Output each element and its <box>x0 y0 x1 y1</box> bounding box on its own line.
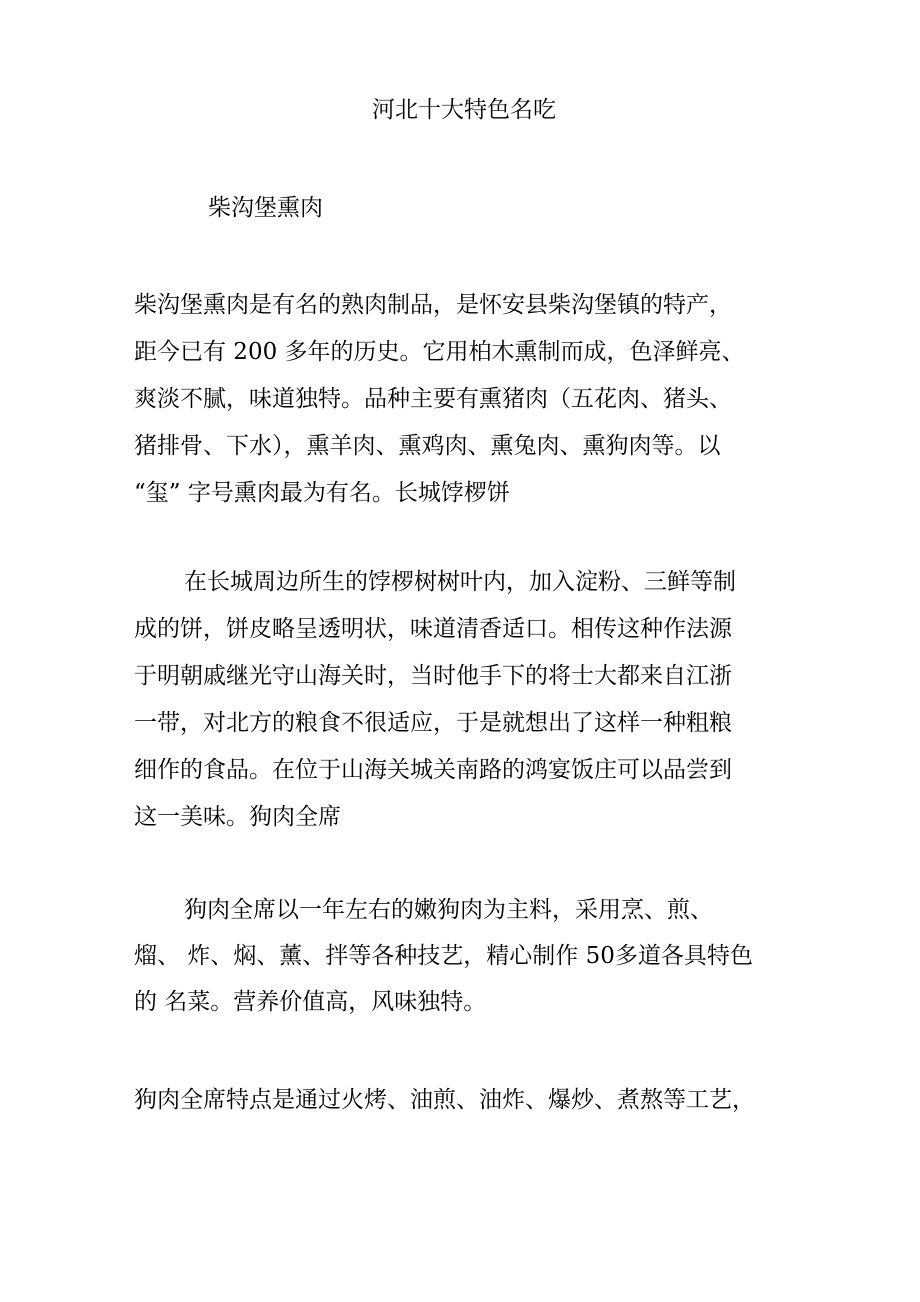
paragraph-dog-meat-banquet <box>134 887 814 1025</box>
section-heading: 柴沟堡熏肉 <box>208 195 323 221</box>
paragraph-line: 狗肉全席以一年左右的嫩狗肉为主料，采用烹、煎、 <box>184 897 713 923</box>
document-title: 河北十大特色名吃 <box>372 97 556 123</box>
paragraph-line: 的 名菜。营养价值高，风味独特。 <box>134 989 487 1015</box>
paragraph-line: 狗肉全席特点是通过火烤、油煎、油炸、爆炒、煮熬等工艺， <box>134 1087 755 1113</box>
paragraph-dog-meat-features <box>134 1077 814 1124</box>
paragraph-line: 一带，对北方的粮食不很适应，于是就想出了这样一种粗粮 <box>134 710 732 736</box>
paragraph-line: 细作的食品。在位于山海关城关南路的鸿宴饭庄可以品尝到 <box>134 757 732 783</box>
paragraph-line: 成的饼，饼皮略呈透明状，味道清香适口。相传这种作法源 <box>134 616 732 642</box>
paragraph-line: 在长城周边所生的饽椤树树叶内，加入淀粉、三鲜等制 <box>184 569 736 595</box>
paragraph-line: 柴沟堡熏肉是有名的熟肉制品，是怀安县柴沟堡镇的特产， <box>134 292 732 318</box>
paragraph-line: 于明朝戚继光守山海关时，当时他手下的将士大都来自江浙 <box>134 663 732 689</box>
paragraph-line: 爽淡不腻，味道独特。品种主要有熏猪肉（五花肉、猪头、 <box>134 386 732 412</box>
paragraph-line: 这一美味。狗肉全席 <box>134 804 341 830</box>
paragraph-line: “玺” 字号熏肉最为有名。长城饽椤饼 <box>134 480 510 506</box>
paragraph-great-wall-cake <box>134 559 814 841</box>
paragraph-line: 猪排骨、下水），熏羊肉、熏鸡肉、熏兔肉、熏狗肉等。以 <box>134 433 721 459</box>
paragraph-chaigoubao-smoked-meat <box>134 282 814 517</box>
paragraph-line: 距今已有 200 多年的历史。它用柏木熏制而成，色泽鲜亮、 <box>134 339 745 365</box>
paragraph-line: 熘、 炸、焖、薰、拌等各种技艺，精心制作 50多道各具特色 <box>134 943 753 969</box>
